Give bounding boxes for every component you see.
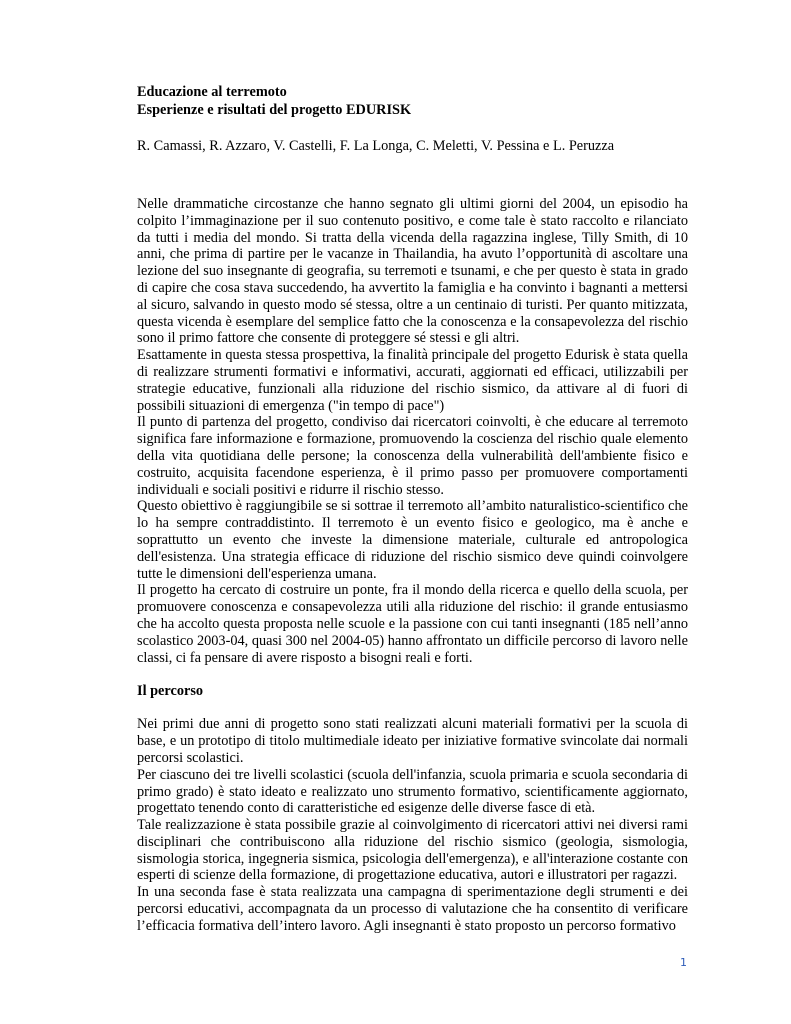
paragraph: Il punto di partenza del progetto, condiviso dai ricercatori coinvolti, è che educare al terremoto significa fare informazione e formazione, promuovendo la coscienza del rischio quale elemento della vita quotidiana delle persone; la conoscenza della vulnerabilità dell'ambiente fisico e costruito, acquisita facendone esperienza, è il primo passo per promuovere comportamenti individuali e sociali positivi e ridurre il rischio stesso. <box>137 414 688 498</box>
paragraph: Per ciascuno dei tre livelli scolastici (scuola dell'infanzia, scuola primaria e scuola secondaria di primo grado) è stato ideato e realizzato uno strumento formativo, scientificamente aggiornato, progettato tenendo conto di caratteristiche ed esigenze delle diverse fasce di età. <box>137 766 688 817</box>
authors-line: R. Camassi, R. Azzaro, V. Castelli, F. La Longa, C. Meletti, V. Pessina e L. Peruzza <box>137 138 615 154</box>
paragraph: Il progetto ha cercato di costruire un ponte, fra il mondo della ricerca e quello della scuola, per promuovere conoscenza e consapevolezza utili alla riduzione del rischio: il grande entusiasmo che ha accolto questa proposta nelle scuole e la passione con cui tanti insegnanti (185 nell’anno scolastico 2003-04, quasi 300 nel 2004-05) hanno affrontato un difficile percorso di lavoro nelle classi, ci fa pensare di avere risposto a bisogni reali e forti. <box>137 582 688 666</box>
paragraph: Questo obiettivo è raggiungibile se si sottrae il terremoto all’ambito naturalistico-scientifico che lo ha sempre contraddistinto. Il terremoto è un evento fisico e geologico, ma è anche e soprattutto un evento che investe la dimensione materiale, culturale ed antropologica dell'esistenza. Una strategia efficace di riduzione del rischio sismico deve quindi coinvolgere tutte le dimensioni dell'esperienza umana. <box>137 498 688 582</box>
document-page <box>137 83 688 935</box>
paragraph: In una seconda fase è stata realizzata una campagna di sperimentazione degli strumenti e dei percorsi educativi, accompagnata da un processo di valutazione che ha consentito di verificare l’efficacia formativa dell’intero lavoro. Agli insegnanti è stato proposto un percorso formativo <box>137 884 688 934</box>
paragraph: Nelle drammatiche circostanze che hanno segnato gli ultimi giorni del 2004, un episodio ha colpito l’immaginazione per il suo contenuto positivo, e come tale è stato raccolto e rilanciato da tutti i media del mondo. Si tratta della vicenda della ragazzina inglese, Tilly Smith, di 10 anni, che prima di partire per le vacanze in Thailandia, ha avuto l’opportunità di ascoltare una lezione del suo insegnante di geografia, su terremoti e tsunami, e che per questo è stata in grado di capire che cosa stava succedendo, ha avvertito la famiglia e ha convinto i bagnanti a mettersi al sicuro, salvando in questo modo sé stessa, oltre a un centinaio di turisti. Per quanto mitizzata, questa vicenda è esemplare del semplice fatto che la conoscenza e la consapevolezza del rischio sono il primo fattore che consente di proteggere sé stessi e gli altri. <box>137 196 688 347</box>
page-number: 1 <box>680 956 687 969</box>
paragraph: Esattamente in questa stessa prospettiva, la finalità principale del progetto Edurisk è stata quella di realizzare strumenti formativi e informativi, accurati, aggiornati ed efficaci, utilizzabili per strategie educative, funzionali alla riduzione del rischio sismico, da attivare al di fuori di possibili situazioni di emergenza ("in tempo di pace") <box>137 347 688 414</box>
section-heading: Il percorso <box>137 683 204 700</box>
intro-section <box>137 196 688 666</box>
paragraph: Tale realizzazione è stata possibile grazie al coinvolgimento di ricercatori attivi nei diversi rami disciplinari che contribuiscono alla riduzione del rischio sismico (geologia, sismologia, sismologia storica, ingegneria sismica, psicologia dell'emergenza), e all'interazione costante con esperti di scienze della formazione, di progettazione educativa, autori e illustratori per ragazzi. <box>137 817 688 884</box>
paragraph: Nei primi due anni di progetto sono stati realizzati alcuni materiali formativi per la scuola di base, e un prototipo di titolo multimediale ideato per iniziative formative svincolate dai normali percorsi scolastici. <box>137 716 688 766</box>
document-title: Educazione al terremoto <box>137 84 287 100</box>
title-block <box>137 83 688 119</box>
percorso-section <box>137 716 688 934</box>
document-subtitle: Esperienze e risultati del progetto EDURISK <box>137 102 412 118</box>
